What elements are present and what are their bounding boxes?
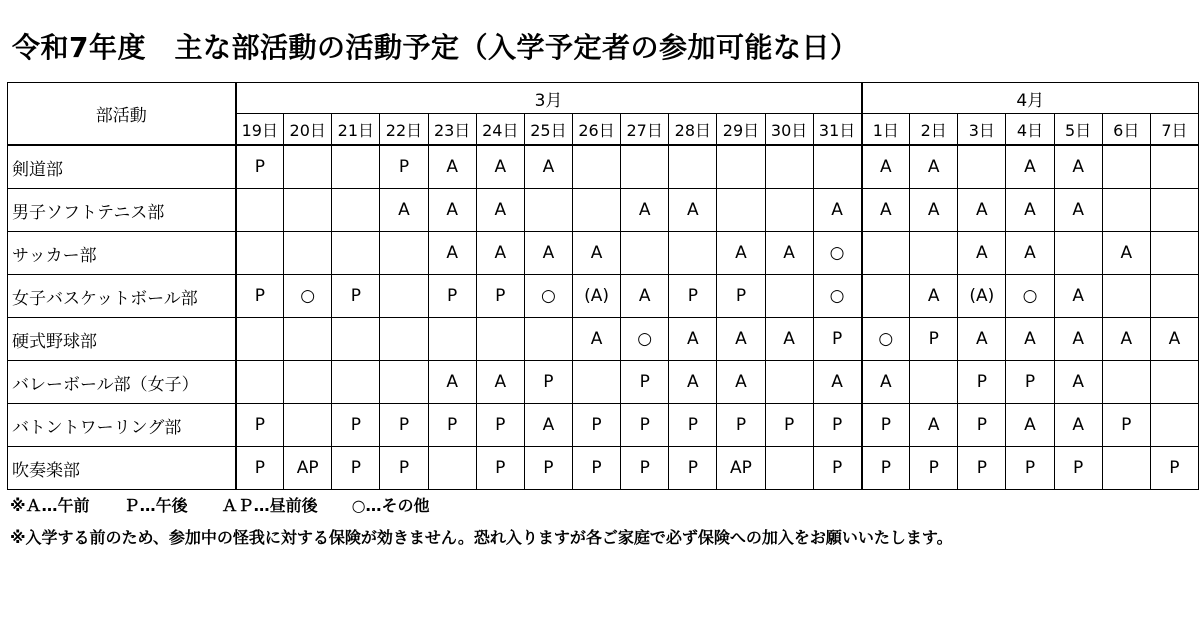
month-header: 3月 (236, 83, 862, 114)
activity-cell (332, 189, 380, 232)
activity-cell: A (910, 189, 958, 232)
club-column-header: 部活動 (8, 83, 236, 146)
day-header: 7日 (1150, 114, 1198, 146)
activity-cell (380, 361, 428, 404)
legend (10, 493, 953, 516)
activity-cell (332, 232, 380, 275)
day-header: 28日 (669, 114, 717, 146)
activity-cell: P (813, 447, 861, 490)
page-title: 令和7年度 主な部活動の活動予定（入学予定者の参加可能な日） (12, 31, 859, 64)
activity-cell: A (717, 361, 765, 404)
activity-cell (765, 145, 813, 189)
activity-cell: A (428, 145, 476, 189)
activity-cell: P (476, 447, 524, 490)
activity-cell: P (669, 404, 717, 447)
table-row (8, 189, 1199, 232)
day-header: 5日 (1054, 114, 1102, 146)
activity-cell: A (476, 361, 524, 404)
activity-cell (958, 145, 1006, 189)
activity-cell (621, 145, 669, 189)
activity-cell: A (717, 232, 765, 275)
activity-cell: P (236, 404, 284, 447)
day-header: 4日 (1006, 114, 1054, 146)
activity-cell (428, 447, 476, 490)
activity-cell: ○ (813, 232, 861, 275)
activity-cell (1150, 361, 1198, 404)
day-header: 22日 (380, 114, 428, 146)
activity-cell: P (1102, 404, 1150, 447)
activity-cell: A (862, 189, 910, 232)
activity-cell: A (813, 189, 861, 232)
activity-cell (1102, 447, 1150, 490)
activity-cell (284, 361, 332, 404)
activity-cell: P (428, 275, 476, 318)
activity-cell: P (572, 447, 620, 490)
activity-cell: P (910, 447, 958, 490)
schedule-table (7, 82, 1199, 490)
activity-cell: A (1102, 232, 1150, 275)
club-name: 女子バスケットボール部 (8, 275, 236, 318)
activity-cell: A (380, 189, 428, 232)
activity-cell (236, 361, 284, 404)
activity-cell (1102, 275, 1150, 318)
activity-cell: A (428, 189, 476, 232)
activity-cell: AP (717, 447, 765, 490)
day-header: 20日 (284, 114, 332, 146)
activity-cell: P (621, 361, 669, 404)
activity-cell (1102, 189, 1150, 232)
activity-cell: P (862, 404, 910, 447)
month-header-row (8, 83, 1199, 114)
activity-cell (1150, 232, 1198, 275)
activity-cell (910, 361, 958, 404)
activity-cell (765, 189, 813, 232)
activity-cell: A (910, 275, 958, 318)
activity-cell: P (958, 404, 1006, 447)
table-row (8, 145, 1199, 189)
activity-cell: A (958, 318, 1006, 361)
activity-cell (765, 447, 813, 490)
activity-cell: P (1006, 361, 1054, 404)
table-row (8, 361, 1199, 404)
activity-cell (765, 361, 813, 404)
activity-cell: P (332, 275, 380, 318)
activity-cell: P (621, 404, 669, 447)
activity-cell: ○ (1006, 275, 1054, 318)
day-header: 1日 (862, 114, 910, 146)
club-name: バレーボール部（女子） (8, 361, 236, 404)
activity-cell (236, 232, 284, 275)
activity-cell (332, 145, 380, 189)
legend-item: ○…その他 (351, 496, 430, 515)
activity-cell: P (476, 275, 524, 318)
day-header: 31日 (813, 114, 861, 146)
activity-cell (284, 189, 332, 232)
club-name: 硬式野球部 (8, 318, 236, 361)
activity-cell (1054, 232, 1102, 275)
activity-cell: P (524, 447, 572, 490)
activity-cell: A (476, 189, 524, 232)
activity-cell: P (862, 447, 910, 490)
activity-cell: A (476, 232, 524, 275)
activity-cell (862, 275, 910, 318)
day-header: 29日 (717, 114, 765, 146)
activity-cell: A (1006, 145, 1054, 189)
month-header: 4月 (862, 83, 1199, 114)
activity-cell: P (524, 361, 572, 404)
activity-cell: P (476, 404, 524, 447)
activity-cell: (A) (572, 275, 620, 318)
activity-cell (284, 404, 332, 447)
activity-cell: A (1054, 318, 1102, 361)
activity-cell (524, 189, 572, 232)
activity-cell: A (1006, 232, 1054, 275)
activity-cell: A (910, 404, 958, 447)
activity-cell (621, 232, 669, 275)
activity-cell (669, 145, 717, 189)
activity-cell: P (428, 404, 476, 447)
activity-cell (765, 275, 813, 318)
day-header: 19日 (236, 114, 284, 146)
activity-cell: A (524, 404, 572, 447)
day-header: 30日 (765, 114, 813, 146)
activity-cell: A (428, 232, 476, 275)
activity-cell: A (1054, 404, 1102, 447)
notes (10, 493, 953, 548)
activity-cell (862, 232, 910, 275)
activity-cell: P (669, 275, 717, 318)
day-header: 27日 (621, 114, 669, 146)
legend-item: ※Ａ…午前 (10, 496, 90, 515)
activity-cell: A (1054, 145, 1102, 189)
activity-cell: P (380, 145, 428, 189)
table-row (8, 275, 1199, 318)
activity-cell: ○ (621, 318, 669, 361)
activity-cell: P (332, 404, 380, 447)
activity-cell (380, 232, 428, 275)
activity-cell: ○ (284, 275, 332, 318)
activity-cell (476, 318, 524, 361)
day-header: 24日 (476, 114, 524, 146)
activity-cell: P (380, 404, 428, 447)
activity-cell: A (1006, 189, 1054, 232)
day-header: 23日 (428, 114, 476, 146)
activity-cell: A (669, 361, 717, 404)
activity-cell (428, 318, 476, 361)
activity-cell: A (958, 232, 1006, 275)
activity-cell (572, 145, 620, 189)
activity-cell: A (669, 318, 717, 361)
activity-cell: A (813, 361, 861, 404)
activity-cell (910, 232, 958, 275)
activity-cell: A (621, 189, 669, 232)
activity-cell (380, 275, 428, 318)
day-header: 2日 (910, 114, 958, 146)
activity-cell: P (1054, 447, 1102, 490)
activity-cell: P (1006, 447, 1054, 490)
legend-item: ＡＰ…昼前後 (221, 496, 318, 515)
activity-cell: A (428, 361, 476, 404)
activity-cell: A (524, 145, 572, 189)
activity-cell: P (813, 404, 861, 447)
activity-cell: P (958, 361, 1006, 404)
activity-cell (332, 318, 380, 361)
activity-cell: P (572, 404, 620, 447)
activity-cell: ○ (862, 318, 910, 361)
day-header: 6日 (1102, 114, 1150, 146)
activity-cell: P (910, 318, 958, 361)
activity-cell (236, 189, 284, 232)
table-row (8, 404, 1199, 447)
activity-cell: P (332, 447, 380, 490)
activity-cell: A (476, 145, 524, 189)
activity-cell (813, 145, 861, 189)
activity-cell: A (572, 318, 620, 361)
activity-cell (380, 318, 428, 361)
activity-cell: P (958, 447, 1006, 490)
activity-cell: AP (284, 447, 332, 490)
club-name: 男子ソフトテニス部 (8, 189, 236, 232)
activity-cell (1102, 145, 1150, 189)
activity-cell (1150, 404, 1198, 447)
activity-cell (1102, 361, 1150, 404)
activity-cell: A (765, 318, 813, 361)
activity-cell: A (958, 189, 1006, 232)
activity-cell: A (621, 275, 669, 318)
activity-cell: P (813, 318, 861, 361)
day-header: 26日 (572, 114, 620, 146)
activity-cell: (A) (958, 275, 1006, 318)
activity-cell: A (1006, 318, 1054, 361)
legend-item: Ｐ…午後 (123, 496, 188, 515)
activity-cell: P (765, 404, 813, 447)
activity-cell: P (236, 447, 284, 490)
activity-cell: P (669, 447, 717, 490)
day-header: 3日 (958, 114, 1006, 146)
day-header: 25日 (524, 114, 572, 146)
activity-cell (572, 189, 620, 232)
activity-cell: P (236, 275, 284, 318)
activity-cell: ○ (813, 275, 861, 318)
activity-cell: A (1102, 318, 1150, 361)
activity-cell (717, 189, 765, 232)
activity-cell: P (717, 404, 765, 447)
table-row (8, 447, 1199, 490)
activity-cell (669, 232, 717, 275)
activity-cell: A (1150, 318, 1198, 361)
activity-cell: A (765, 232, 813, 275)
activity-cell: A (524, 232, 572, 275)
club-name: 剣道部 (8, 145, 236, 189)
activity-cell: A (1006, 404, 1054, 447)
activity-cell (284, 232, 332, 275)
activity-cell: P (621, 447, 669, 490)
activity-cell: ○ (524, 275, 572, 318)
activity-cell: P (717, 275, 765, 318)
activity-cell: A (1054, 361, 1102, 404)
activity-cell (1150, 145, 1198, 189)
activity-cell (284, 318, 332, 361)
activity-cell: A (1054, 275, 1102, 318)
activity-cell: A (862, 145, 910, 189)
activity-cell: P (236, 145, 284, 189)
activity-cell (717, 145, 765, 189)
activity-cell (1150, 189, 1198, 232)
day-header: 21日 (332, 114, 380, 146)
activity-cell: P (380, 447, 428, 490)
activity-cell: A (910, 145, 958, 189)
table-row (8, 232, 1199, 275)
activity-cell (572, 361, 620, 404)
activity-cell: A (862, 361, 910, 404)
activity-cell: A (572, 232, 620, 275)
club-name: 吹奏楽部 (8, 447, 236, 490)
club-name: サッカー部 (8, 232, 236, 275)
table-row (8, 318, 1199, 361)
activity-cell (284, 145, 332, 189)
activity-cell: A (669, 189, 717, 232)
insurance-note: ※入学する前のため、参加中の怪我に対する保険が効きません。恐れ入りますが各ご家庭で必ず保険への加入をお願いいたします。 (10, 528, 953, 547)
club-name: バトントワーリング部 (8, 404, 236, 447)
activity-cell: A (717, 318, 765, 361)
activity-cell (524, 318, 572, 361)
activity-cell: P (1150, 447, 1198, 490)
activity-cell (332, 361, 380, 404)
activity-cell: A (1054, 189, 1102, 232)
activity-cell (1150, 275, 1198, 318)
activity-cell (236, 318, 284, 361)
